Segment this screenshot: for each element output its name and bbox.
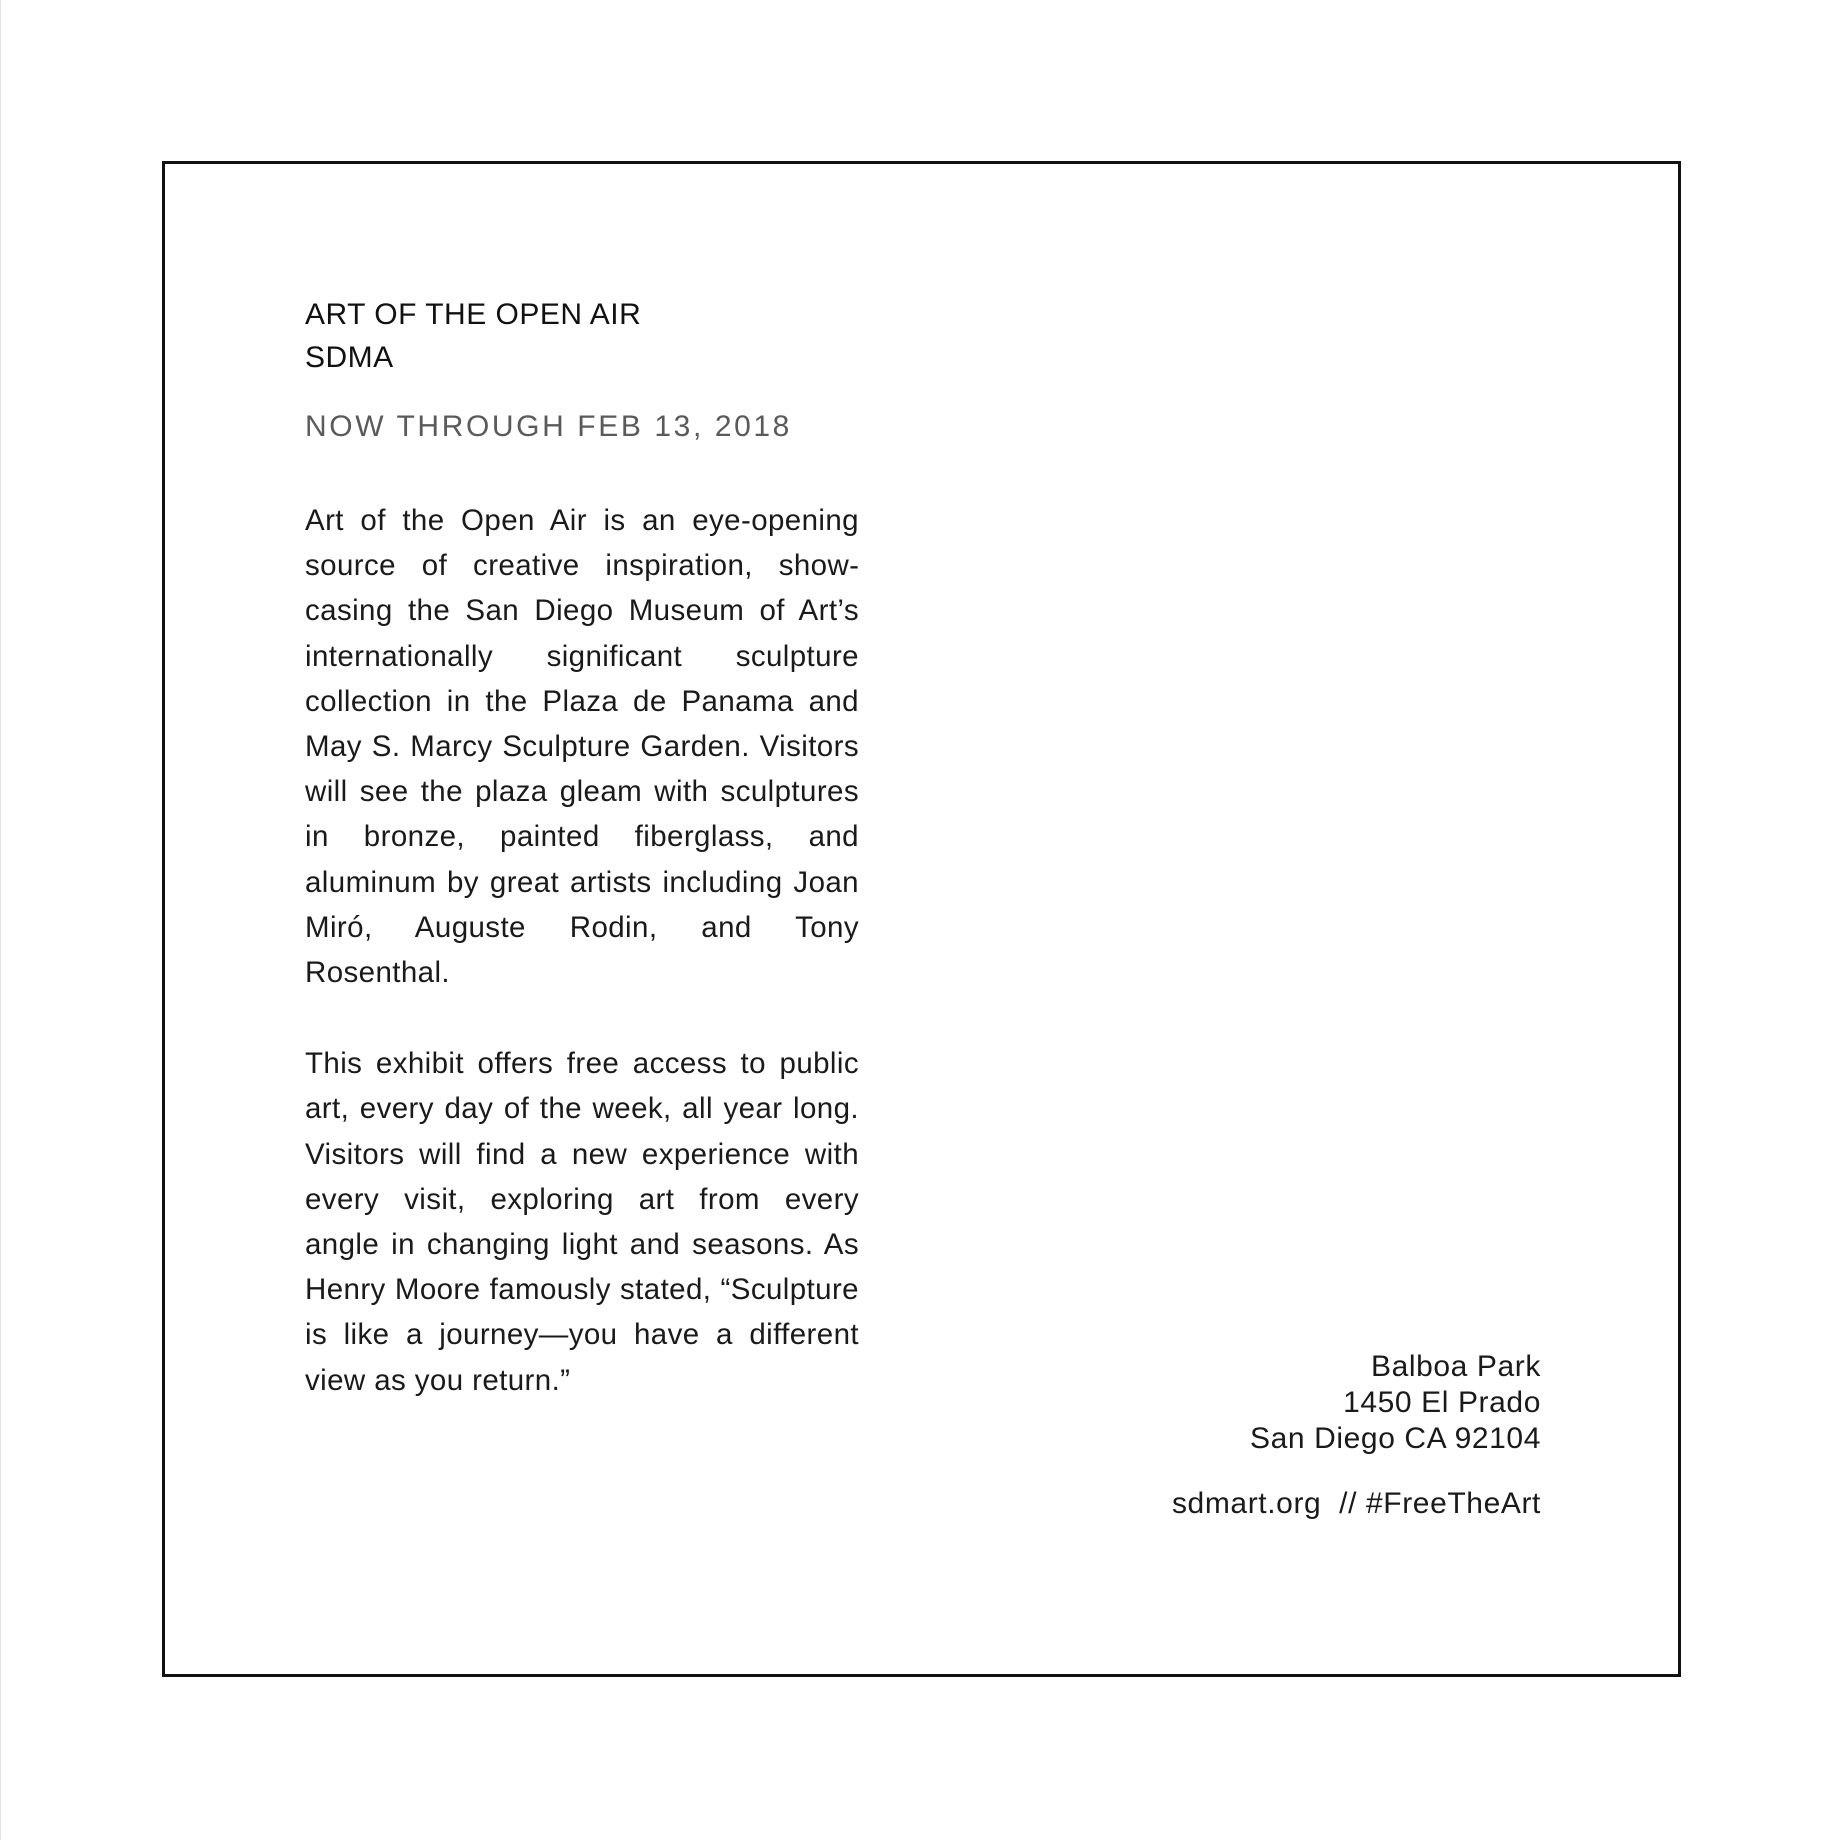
exhibit-card	[162, 161, 1681, 1677]
address-line-2: 1450 El Prado	[1343, 1386, 1541, 1419]
address-block	[1250, 1349, 1541, 1457]
description-paragraph-1: Art of the Open Air is an eye-opening source of creative inspiration, showcasing the San Diego Museum of Art’s internationally significant sculpture collection in the Plaza de Panama and May S. Marcy Sculpture Garden. Visitors will see the plaza gleam with sculptures in bronze, painted fiberglass, and aluminum by great artists including Joan Miró, Auguste Rodin, and Tony Rosenthal.	[305, 504, 859, 990]
description	[305, 498, 859, 1403]
address-line-1: Balboa Park	[1370, 1350, 1541, 1383]
address-line-3: San Diego CA 92104	[1249, 1422, 1541, 1455]
page-edge	[0, 0, 1, 1840]
exhibit-dates: NOW THROUGH FEB 13, 2018	[305, 410, 792, 443]
museum-name: SDMA	[305, 341, 394, 374]
website-hashtag: sdmart.org // #FreeTheArt	[1171, 1487, 1541, 1520]
description-paragraph-2: This exhibit offers free access to public art, every day of the week, all year long. Visitors will find a new experience with every visit, exploring art from every angle in changing light and seasons. As Henry Moore famously stated, “Sculpture is like a journey—you have a different view as you return.”	[305, 1047, 859, 1397]
title-block	[305, 293, 641, 379]
exhibit-title: ART OF THE OPEN AIR	[305, 298, 642, 331]
